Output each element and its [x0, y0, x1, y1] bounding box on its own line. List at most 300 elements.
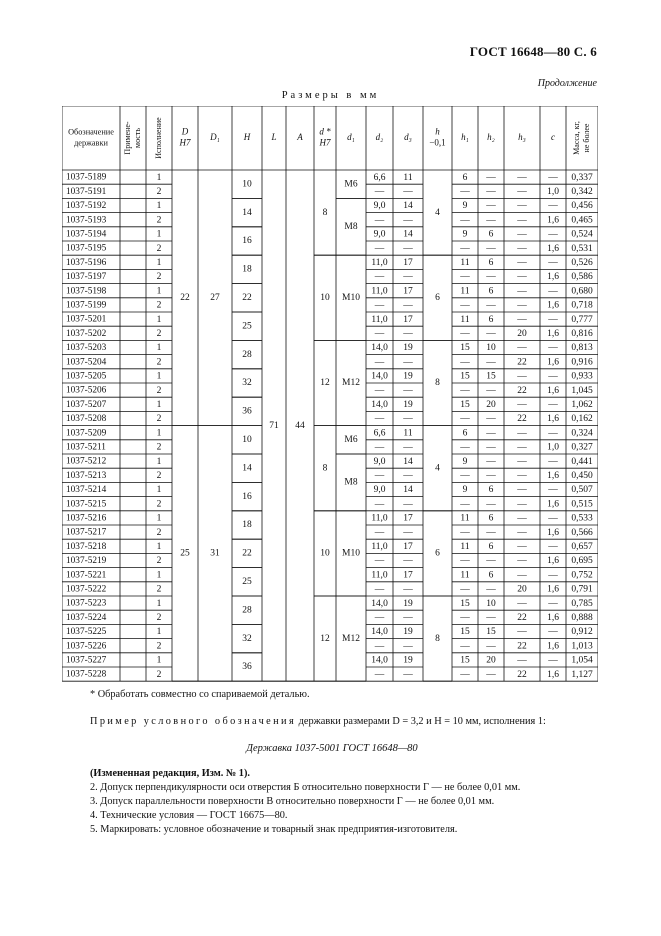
table-cell: — — [548, 399, 558, 410]
table-cell: 1037-5199 — [66, 300, 107, 311]
merged-cell: M6 — [344, 179, 358, 190]
table-cell: 1037-5191 — [66, 186, 107, 197]
table-cell: — — [403, 385, 413, 396]
table-cell: — — [374, 300, 385, 311]
table-cell: 19 — [403, 399, 413, 410]
table-cell: — — [374, 612, 385, 623]
column-header — [123, 121, 142, 155]
table-cell: 17 — [403, 541, 413, 552]
merged-cell: 25 — [242, 576, 252, 587]
table-cell: 2 — [156, 414, 162, 425]
merged-cell: 12 — [320, 633, 330, 644]
note-item-2: 2. Допуск перпендикулярности оси отверстия Б относительно поверхности Г — не более 0,01 мм. — [90, 782, 521, 793]
table-cell: — — [548, 343, 558, 354]
table-cell: — — [460, 499, 470, 510]
table-cell: 1,6 — [547, 243, 559, 254]
table-cell: — — [517, 243, 527, 254]
table-cell: 14,0 — [371, 627, 388, 638]
table-cell: 1 — [156, 343, 162, 354]
table-cell: 0,791 — [571, 584, 593, 595]
table-cell: 1,6 — [547, 499, 559, 510]
example-text: державки размерами D = 3,2 и H = 10 мм, исполнения 1: — [296, 716, 546, 727]
table-cell: — — [403, 527, 413, 538]
table-cell: 6 — [462, 172, 468, 183]
table-cell: 20 — [517, 584, 527, 595]
table-cell: 1 — [156, 314, 162, 325]
table-cell: — — [374, 328, 385, 339]
table-cell: — — [548, 485, 558, 496]
example-paragraph — [62, 715, 602, 729]
table-cell: — — [403, 328, 413, 339]
column-header: h — [435, 126, 440, 137]
table-cell: 1 — [156, 456, 162, 467]
merged-cell: 28 — [242, 605, 252, 616]
table-cell: 1,6 — [547, 669, 559, 680]
merged-cell: 10 — [242, 434, 252, 445]
note-item-5: 5. Маркировать: условное обозначение и товарный знак предприятия-изготовителя. — [90, 824, 458, 835]
merged-cell: 8 — [435, 633, 440, 644]
table-cell: — — [486, 414, 496, 425]
table-cell: 0,342 — [571, 186, 593, 197]
table-cell: 1 — [156, 513, 162, 524]
merged-cell: M12 — [342, 633, 360, 644]
note-item-3: 3. Допуск параллельности поверхности В относительно поверхности Г — не более 0,01 мм. — [90, 796, 495, 807]
table-cell: 1,6 — [547, 527, 559, 538]
merged-cell: 18 — [242, 520, 252, 531]
column-header — [572, 121, 591, 155]
table-cell: — — [548, 371, 558, 382]
table-cell: — — [517, 257, 527, 268]
table-cell: 1 — [156, 627, 162, 638]
table-cell: — — [460, 215, 470, 226]
table-cell: 0,785 — [571, 598, 593, 609]
table-cell: 6 — [488, 257, 494, 268]
table-cell: 0,507 — [571, 485, 593, 496]
table-cell: — — [486, 215, 496, 226]
column-header-line: не более — [581, 123, 591, 153]
table-cell: — — [403, 584, 413, 595]
example-heading: Пример условного обозначения — [90, 716, 297, 727]
table-cell: — — [486, 584, 496, 595]
table-cell: — — [403, 641, 413, 652]
table-cell: 19 — [403, 627, 413, 638]
table-cell: 0,695 — [571, 556, 593, 567]
table-cell: 1037-5221 — [66, 570, 107, 581]
merged-cell: M12 — [342, 378, 360, 389]
table-cell: — — [548, 541, 558, 552]
table-cell: 1,6 — [547, 357, 559, 368]
merged-cell: 27 — [210, 292, 220, 303]
table-cell: 1 — [156, 172, 162, 183]
table-cell: 1037-5216 — [66, 513, 107, 524]
merged-cell: 28 — [242, 349, 252, 360]
merged-cell: 6 — [435, 292, 440, 303]
table-cell: — — [486, 499, 496, 510]
table-cell: — — [374, 641, 385, 652]
table-cell: 11 — [460, 314, 470, 325]
table-cell: 22 — [517, 385, 527, 396]
table-cell: 22 — [517, 669, 527, 680]
merged-cell: 22 — [180, 292, 190, 303]
footnote: * Обработать совместно со спариваемой деталью. — [90, 689, 310, 700]
table-cell: 0,916 — [571, 357, 593, 368]
table-cell: 9,0 — [373, 229, 386, 240]
table-cell: — — [548, 314, 558, 325]
table-cell: 1,062 — [571, 399, 593, 410]
table-cell: — — [486, 300, 496, 311]
merged-cell: 36 — [242, 406, 252, 417]
table-cell: 0,816 — [571, 328, 593, 339]
table-cell: — — [374, 470, 385, 481]
table-cell: — — [517, 456, 527, 467]
table-cell: 6 — [488, 286, 494, 297]
table-cell: 0,718 — [571, 300, 593, 311]
table-cell: — — [486, 328, 496, 339]
table-cell: — — [486, 456, 496, 467]
table-cell: 1 — [156, 371, 162, 382]
table-cell: 1,0 — [547, 186, 559, 197]
merged-cell: 10 — [320, 292, 330, 303]
table-cell: — — [403, 357, 413, 368]
column-header: d₁ — [347, 132, 355, 143]
merged-cell: 32 — [242, 633, 252, 644]
table-cell: 11 — [403, 428, 413, 439]
table-cell: 1037-5209 — [66, 428, 107, 439]
table-cell: — — [486, 470, 496, 481]
table-cell: 9,0 — [373, 456, 386, 467]
table-cell: 1037-5189 — [66, 172, 107, 183]
table-cell: 2 — [156, 272, 162, 283]
merged-cell: M10 — [342, 548, 360, 559]
table-cell: — — [374, 186, 385, 197]
table-cell: 17 — [403, 257, 413, 268]
table-cell: 14,0 — [371, 399, 388, 410]
column-header: c — [551, 132, 555, 143]
table-cell: 11,0 — [371, 314, 388, 325]
table-cell: — — [486, 428, 496, 439]
dimensions-table — [62, 106, 598, 686]
table-cell: 1037-5215 — [66, 499, 107, 510]
table-cell: — — [517, 343, 527, 354]
table-cell: — — [460, 300, 470, 311]
table-cell: 0,533 — [571, 513, 593, 524]
table-cell: 1037-5203 — [66, 343, 107, 354]
table-cell: — — [460, 357, 470, 368]
table-cell: — — [374, 243, 385, 254]
table-cell: 1,127 — [571, 669, 593, 680]
table-cell: 0,324 — [571, 428, 593, 439]
table-cell: 14,0 — [371, 655, 388, 666]
table-cell: 15 — [460, 627, 470, 638]
table-cell: 22 — [517, 414, 527, 425]
table-cell: 2 — [156, 328, 162, 339]
table-cell: — — [460, 385, 470, 396]
table-cell: — — [486, 357, 496, 368]
table-cell: 0,586 — [571, 272, 593, 283]
table-cell: 1037-5223 — [66, 598, 107, 609]
table-cell: 1 — [156, 570, 162, 581]
table-cell: 19 — [403, 343, 413, 354]
table-cell: 6,6 — [373, 172, 386, 183]
table-cell: — — [460, 414, 470, 425]
table-cell: 0,456 — [571, 201, 593, 212]
column-header: d₂ — [375, 132, 384, 143]
table-cell: — — [374, 669, 385, 680]
change-note: (Измененная редакция, Изм. № 1). — [90, 768, 250, 779]
table-cell: — — [548, 257, 558, 268]
table-cell: 0,162 — [571, 414, 593, 425]
table-cell: 9 — [462, 229, 468, 240]
table-cell: — — [548, 229, 558, 240]
table-cell: 11,0 — [371, 541, 388, 552]
table-cell: — — [517, 286, 527, 297]
table-cell: 14,0 — [371, 371, 388, 382]
note-item-4: 4. Технические условия — ГОСТ 16675—80. — [90, 810, 288, 821]
table-cell: 1037-5195 — [66, 243, 107, 254]
table-cell: 0,327 — [571, 442, 593, 453]
table-cell: — — [517, 442, 527, 453]
table-cell: — — [460, 527, 470, 538]
table-cell: 11 — [460, 286, 470, 297]
table-cell: — — [548, 627, 558, 638]
table-cell: 1037-5222 — [66, 584, 107, 595]
table-cell: 1,0 — [547, 442, 559, 453]
table-cell: 1037-5196 — [66, 257, 107, 268]
table-cell: 20 — [486, 655, 496, 666]
table-cell: — — [517, 485, 527, 496]
table-cell: 2 — [156, 556, 162, 567]
merged-cell: 36 — [242, 662, 252, 673]
table-cell: — — [403, 556, 413, 567]
table-cell: 0,912 — [571, 627, 593, 638]
column-header — [154, 117, 163, 159]
table-cell: — — [548, 456, 558, 467]
table-cell: — — [548, 655, 558, 666]
table-cell: 1037-5224 — [66, 612, 107, 623]
notes-section — [62, 688, 602, 837]
table-cell: — — [403, 414, 413, 425]
table-cell: 2 — [156, 641, 162, 652]
table-cell: — — [374, 272, 385, 283]
table-cell: — — [486, 556, 496, 567]
table-cell: 1037-5202 — [66, 328, 107, 339]
designation-example: Державка 1037-5001 ГОСТ 16648—80 — [246, 743, 418, 754]
table-cell: — — [548, 598, 558, 609]
table-cell: — — [548, 513, 558, 524]
table-cell: 1037-5201 — [66, 314, 107, 325]
column-header: h₃ — [518, 132, 526, 143]
table-cell: 1 — [156, 598, 162, 609]
table-cell: 1037-5226 — [66, 641, 107, 652]
table-cell: 0,888 — [571, 612, 593, 623]
table-cell: — — [403, 669, 413, 680]
table-cell: — — [486, 641, 496, 652]
table-cell: — — [403, 215, 413, 226]
merged-cell: M10 — [342, 292, 360, 303]
table-cell: 1,6 — [547, 556, 559, 567]
table-cell: 2 — [156, 527, 162, 538]
table-cell: 6,6 — [373, 428, 386, 439]
table-cell: 15 — [460, 598, 470, 609]
table-cell: 1037-5213 — [66, 470, 107, 481]
table-cell: 11 — [460, 570, 470, 581]
table-cell: 0,441 — [571, 456, 593, 467]
table-cell: 1 — [156, 201, 162, 212]
table-cell: 6 — [488, 485, 494, 496]
column-header: d₃ — [404, 132, 412, 143]
table-cell: 1037-5219 — [66, 556, 107, 567]
column-header: −0,1 — [429, 137, 446, 148]
table-cell: 1 — [156, 286, 162, 297]
table-cell: — — [548, 428, 558, 439]
table-cell: 1 — [156, 399, 162, 410]
table-cell: 1037-5194 — [66, 229, 107, 240]
merged-cell: 4 — [435, 463, 440, 474]
table-cell: 22 — [517, 357, 527, 368]
table-cell: 1037-5207 — [66, 399, 107, 410]
table-cell: — — [460, 442, 470, 453]
table-cell: 20 — [486, 399, 496, 410]
table-cell: — — [460, 584, 470, 595]
table-cell: — — [403, 470, 413, 481]
table-cell: — — [460, 272, 470, 283]
table-cell: 2 — [156, 612, 162, 623]
table-cell: 11,0 — [371, 286, 388, 297]
column-header: A — [297, 132, 303, 143]
table-cell: — — [517, 229, 527, 240]
table-cell: — — [517, 300, 527, 311]
table-cell: — — [374, 556, 385, 567]
table-cell: 14 — [403, 456, 413, 467]
table-cell: — — [374, 357, 385, 368]
table-cell: 0,531 — [571, 243, 593, 254]
merged-cell: 10 — [320, 548, 330, 559]
table-cell: 6 — [488, 513, 494, 524]
table-cell: 1,6 — [547, 414, 559, 425]
table-cell: 1,6 — [547, 215, 559, 226]
table-cell: 1,6 — [547, 272, 559, 283]
table-cell: 20 — [517, 328, 527, 339]
table-cell: 2 — [156, 215, 162, 226]
table-cell: 1037-5208 — [66, 414, 107, 425]
table-cell: 11 — [460, 257, 470, 268]
table-cell: — — [374, 527, 385, 538]
column-header: h₁ — [461, 132, 469, 143]
merged-cell: 32 — [242, 378, 252, 389]
table-cell: 2 — [156, 499, 162, 510]
table-cell: — — [460, 641, 470, 652]
table-cell: 2 — [156, 186, 162, 197]
column-header: H — [243, 132, 251, 143]
table-cell: 0,813 — [571, 343, 593, 354]
column-header-line: Масса, кг, — [571, 121, 581, 155]
table-cell: 15 — [486, 627, 496, 638]
table-cell: 17 — [403, 286, 413, 297]
table-cell: 1037-5228 — [66, 669, 107, 680]
table-cell: — — [403, 300, 413, 311]
merged-cell: 71 — [269, 420, 279, 431]
table-cell: 19 — [403, 655, 413, 666]
merged-cell: 10 — [242, 179, 252, 190]
table-cell: 1037-5206 — [66, 385, 107, 396]
table-cell: 1,6 — [547, 584, 559, 595]
table-cell: 1037-5204 — [66, 357, 107, 368]
table-cell: — — [548, 570, 558, 581]
merged-cell: 22 — [242, 548, 252, 559]
merged-cell: 8 — [322, 207, 328, 218]
merged-cell: 18 — [242, 264, 252, 275]
table-cell: 1037-5214 — [66, 485, 107, 496]
merged-cell: 4 — [435, 207, 440, 218]
table-cell: 1037-5198 — [66, 286, 107, 297]
table-cell: — — [403, 243, 413, 254]
table-cell: — — [374, 385, 385, 396]
table-cell: 1037-5217 — [66, 527, 107, 538]
table-cell: 11 — [460, 513, 470, 524]
table-cell: — — [486, 243, 496, 254]
table-cell: 0,524 — [571, 229, 593, 240]
table-cell: 11,0 — [371, 513, 388, 524]
table-cell: — — [517, 499, 527, 510]
table-cell: 6 — [462, 428, 468, 439]
table-cell: 9,0 — [373, 485, 386, 496]
table-cell: 17 — [403, 570, 413, 581]
table-cell: 14 — [403, 485, 413, 496]
table-cell: — — [517, 314, 527, 325]
table-cell: — — [460, 612, 470, 623]
table-cell: — — [517, 598, 527, 609]
column-header: державки — [74, 138, 108, 148]
table-cell: — — [403, 612, 413, 623]
table-cell: 1,045 — [571, 385, 593, 396]
table-cell: 9 — [462, 456, 468, 467]
table-cell: 1037-5197 — [66, 272, 107, 283]
table-cell: 15 — [460, 371, 470, 382]
table-cell: 1,013 — [571, 641, 593, 652]
table-cell: 1 — [156, 428, 162, 439]
column-header: L — [271, 132, 277, 143]
table-cell: 6 — [488, 570, 494, 581]
table-cell: 1037-5211 — [66, 442, 106, 453]
continuation-label: Продолжение — [537, 78, 597, 89]
table-cell: — — [486, 385, 496, 396]
table-cell: 1037-5227 — [66, 655, 107, 666]
table-cell: 1037-5218 — [66, 541, 107, 552]
table-cell: 9 — [462, 485, 468, 496]
table-cell: 1 — [156, 655, 162, 666]
table-cell: — — [374, 442, 385, 453]
merged-cell: 6 — [435, 548, 440, 559]
table-cell: — — [517, 627, 527, 638]
column-header: D — [181, 126, 189, 137]
table-cell: 1 — [156, 229, 162, 240]
merged-cell: M6 — [344, 434, 358, 445]
table-cell: 1 — [156, 485, 162, 496]
table-cell: 9 — [462, 201, 468, 212]
table-cell: — — [517, 541, 527, 552]
table-cell: 11,0 — [371, 570, 388, 581]
table-cell: 0,515 — [571, 499, 593, 510]
table-cell: 0,657 — [571, 541, 593, 552]
table-cell: 0,465 — [571, 215, 593, 226]
merged-cell: 16 — [242, 491, 252, 502]
merged-cell: 25 — [242, 321, 252, 332]
table-cell: 6 — [488, 314, 494, 325]
table-cell: 14,0 — [371, 343, 388, 354]
table-cell: 2 — [156, 357, 162, 368]
table-cell: — — [548, 172, 558, 183]
merged-cell: M8 — [344, 221, 358, 232]
